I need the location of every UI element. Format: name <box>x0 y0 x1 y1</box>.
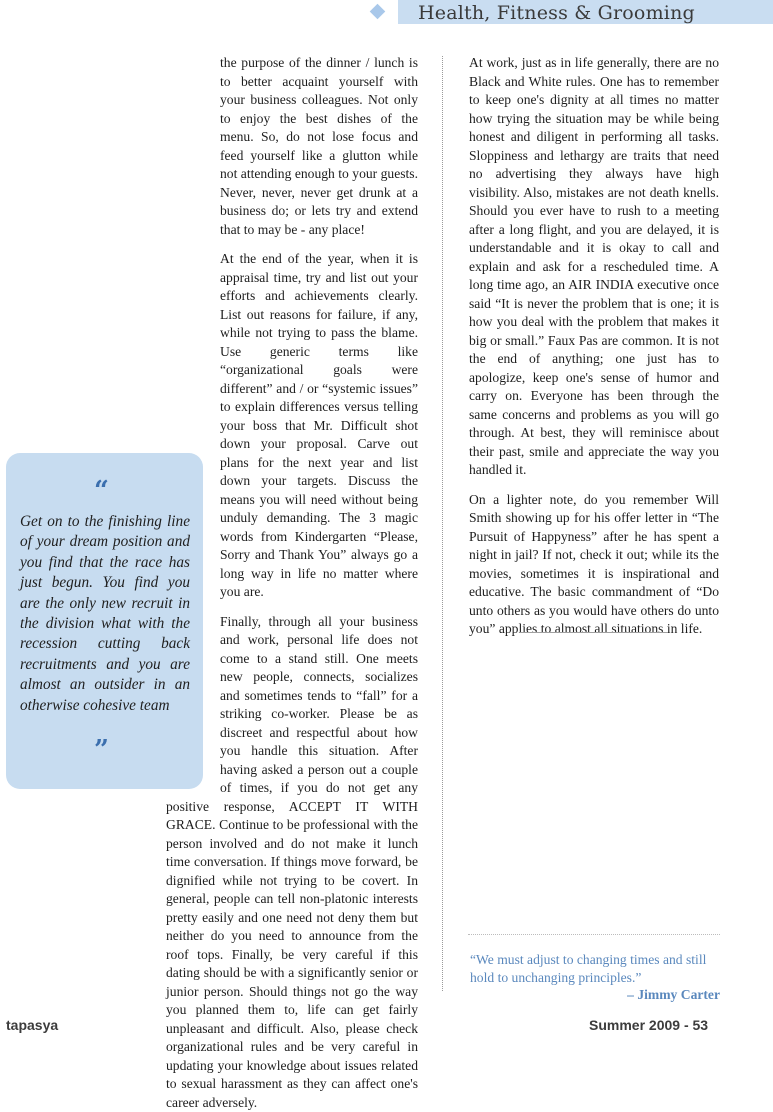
issue-page-number: Summer 2009 - 53 <box>589 1017 708 1033</box>
article-column-left <box>166 54 418 1112</box>
column-divider <box>442 56 443 991</box>
header-diamond-icon <box>370 4 386 20</box>
section-title: Health, Fitness & Grooming <box>418 0 695 24</box>
close-quote-icon: ” <box>94 735 107 765</box>
quote-divider <box>468 934 720 935</box>
pullquote-text: Get on to the finishing line of your dream position and you find that the race has just begun. You find you are the only new recruit in the division what with the recession cutting back recruitments and you are almost an outsider in an otherwise cohesive team <box>20 512 190 716</box>
famous-quote-text: “We must adjust to changing times and still hold to unchanging principles.” <box>470 951 725 987</box>
paragraph: On a lighter note, do you remember Will Smith showing up for his offer letter in “The Pursuit of Happyness” after he has spent a night in jail? If not, check it out; while its the movies, sometimes it is inspirational and educative. The basic commandment of “Do unto others as you would have others do unto you” applies to almost all situations in life. <box>469 491 719 639</box>
open-quote-icon: “ <box>94 476 107 506</box>
paragraph: At work, just as in life generally, there are no Black and White rules. One has to remember to keep one's dignity at all times no matter how trying the situation may be while being honest and diligent in performing all tasks. Sloppiness and lethargy are traits that need no advertising they always have high visibility. Also, mistakes are not death knells. Should you ever have to rush to a meeting after a long flight, and you are delayed, it is understandable and it is okay to call and explain and ask for a rescheduled time. A long time ago, an AIR INDIA executive once said “It is never the problem that is one; it is how you deal with the problem that makes it big or small.” Faux Pas are common. It is not the end of anything; one just has to apologize, keep one's sense of humor and carry on. Everyone has been through the same concerns and problems as you will go through. At best, they will reminisce about their past, smile and appreciate the way you handled it. <box>469 54 719 480</box>
paragraph: the purpose of the dinner / lunch is to better acquaint yourself with your business colleagues. Not only to enjoy the best dishes of the menu. So, do not lose focus and feed yourself like a glutton while not attending enough to your guests. Never, never, never get drunk at a business do; or lets try and extend that to may be - any place! <box>166 54 418 239</box>
article-column-right <box>469 54 719 639</box>
paragraph: At the end of the year, when it is appraisal time, try and list out your efforts and achievements clearly. List out reasons for failure, if any, while not trying to pass the blame. Use generic terms like “organizational goals were different” and / or “systemic issues” to explain differences versus telling your boss that Mr. Difficult shot down your proposal. Carve out plans for the next year and list down your targets. Discuss the means you will need without being unduly demanding. The 3 magic words from Kindergarten “Please, Sorry and Thank You” always go a long way in life no matter where you are. <box>166 250 418 602</box>
magazine-name: tapasya <box>6 1017 58 1033</box>
famous-quote-author: – Jimmy Carter <box>560 987 720 1003</box>
article-end-rule <box>520 632 668 633</box>
paragraph: Finally, through all your business and work, personal life does not come to a stand still. One meets new people, connects, socializes and sometimes tends to “fall” for a striking co-worker. Please be as discreet and respectful about how you handle this situation. After having asked a person out a couple of times, if you do not get any positive response, ACCEPT IT WITH GRACE. Continue to be professional with the person involved and do not make it lunch time conversation. If things move forward, be dignified while not trying to be covert. In general, people can tell non-platonic interests pretty easily and one need not deny them but neither do you need to announce from the roof tops. Finally, be very careful if this dating should be with a significantly senior or junior person. Should things not go the way you planned them to, life can get fairly unpleasant and difficult. Also, please check organizational rules and be very careful in updating your knowledge about issues related to sexual harassment as they can affect one's career adversely. <box>166 613 418 1112</box>
